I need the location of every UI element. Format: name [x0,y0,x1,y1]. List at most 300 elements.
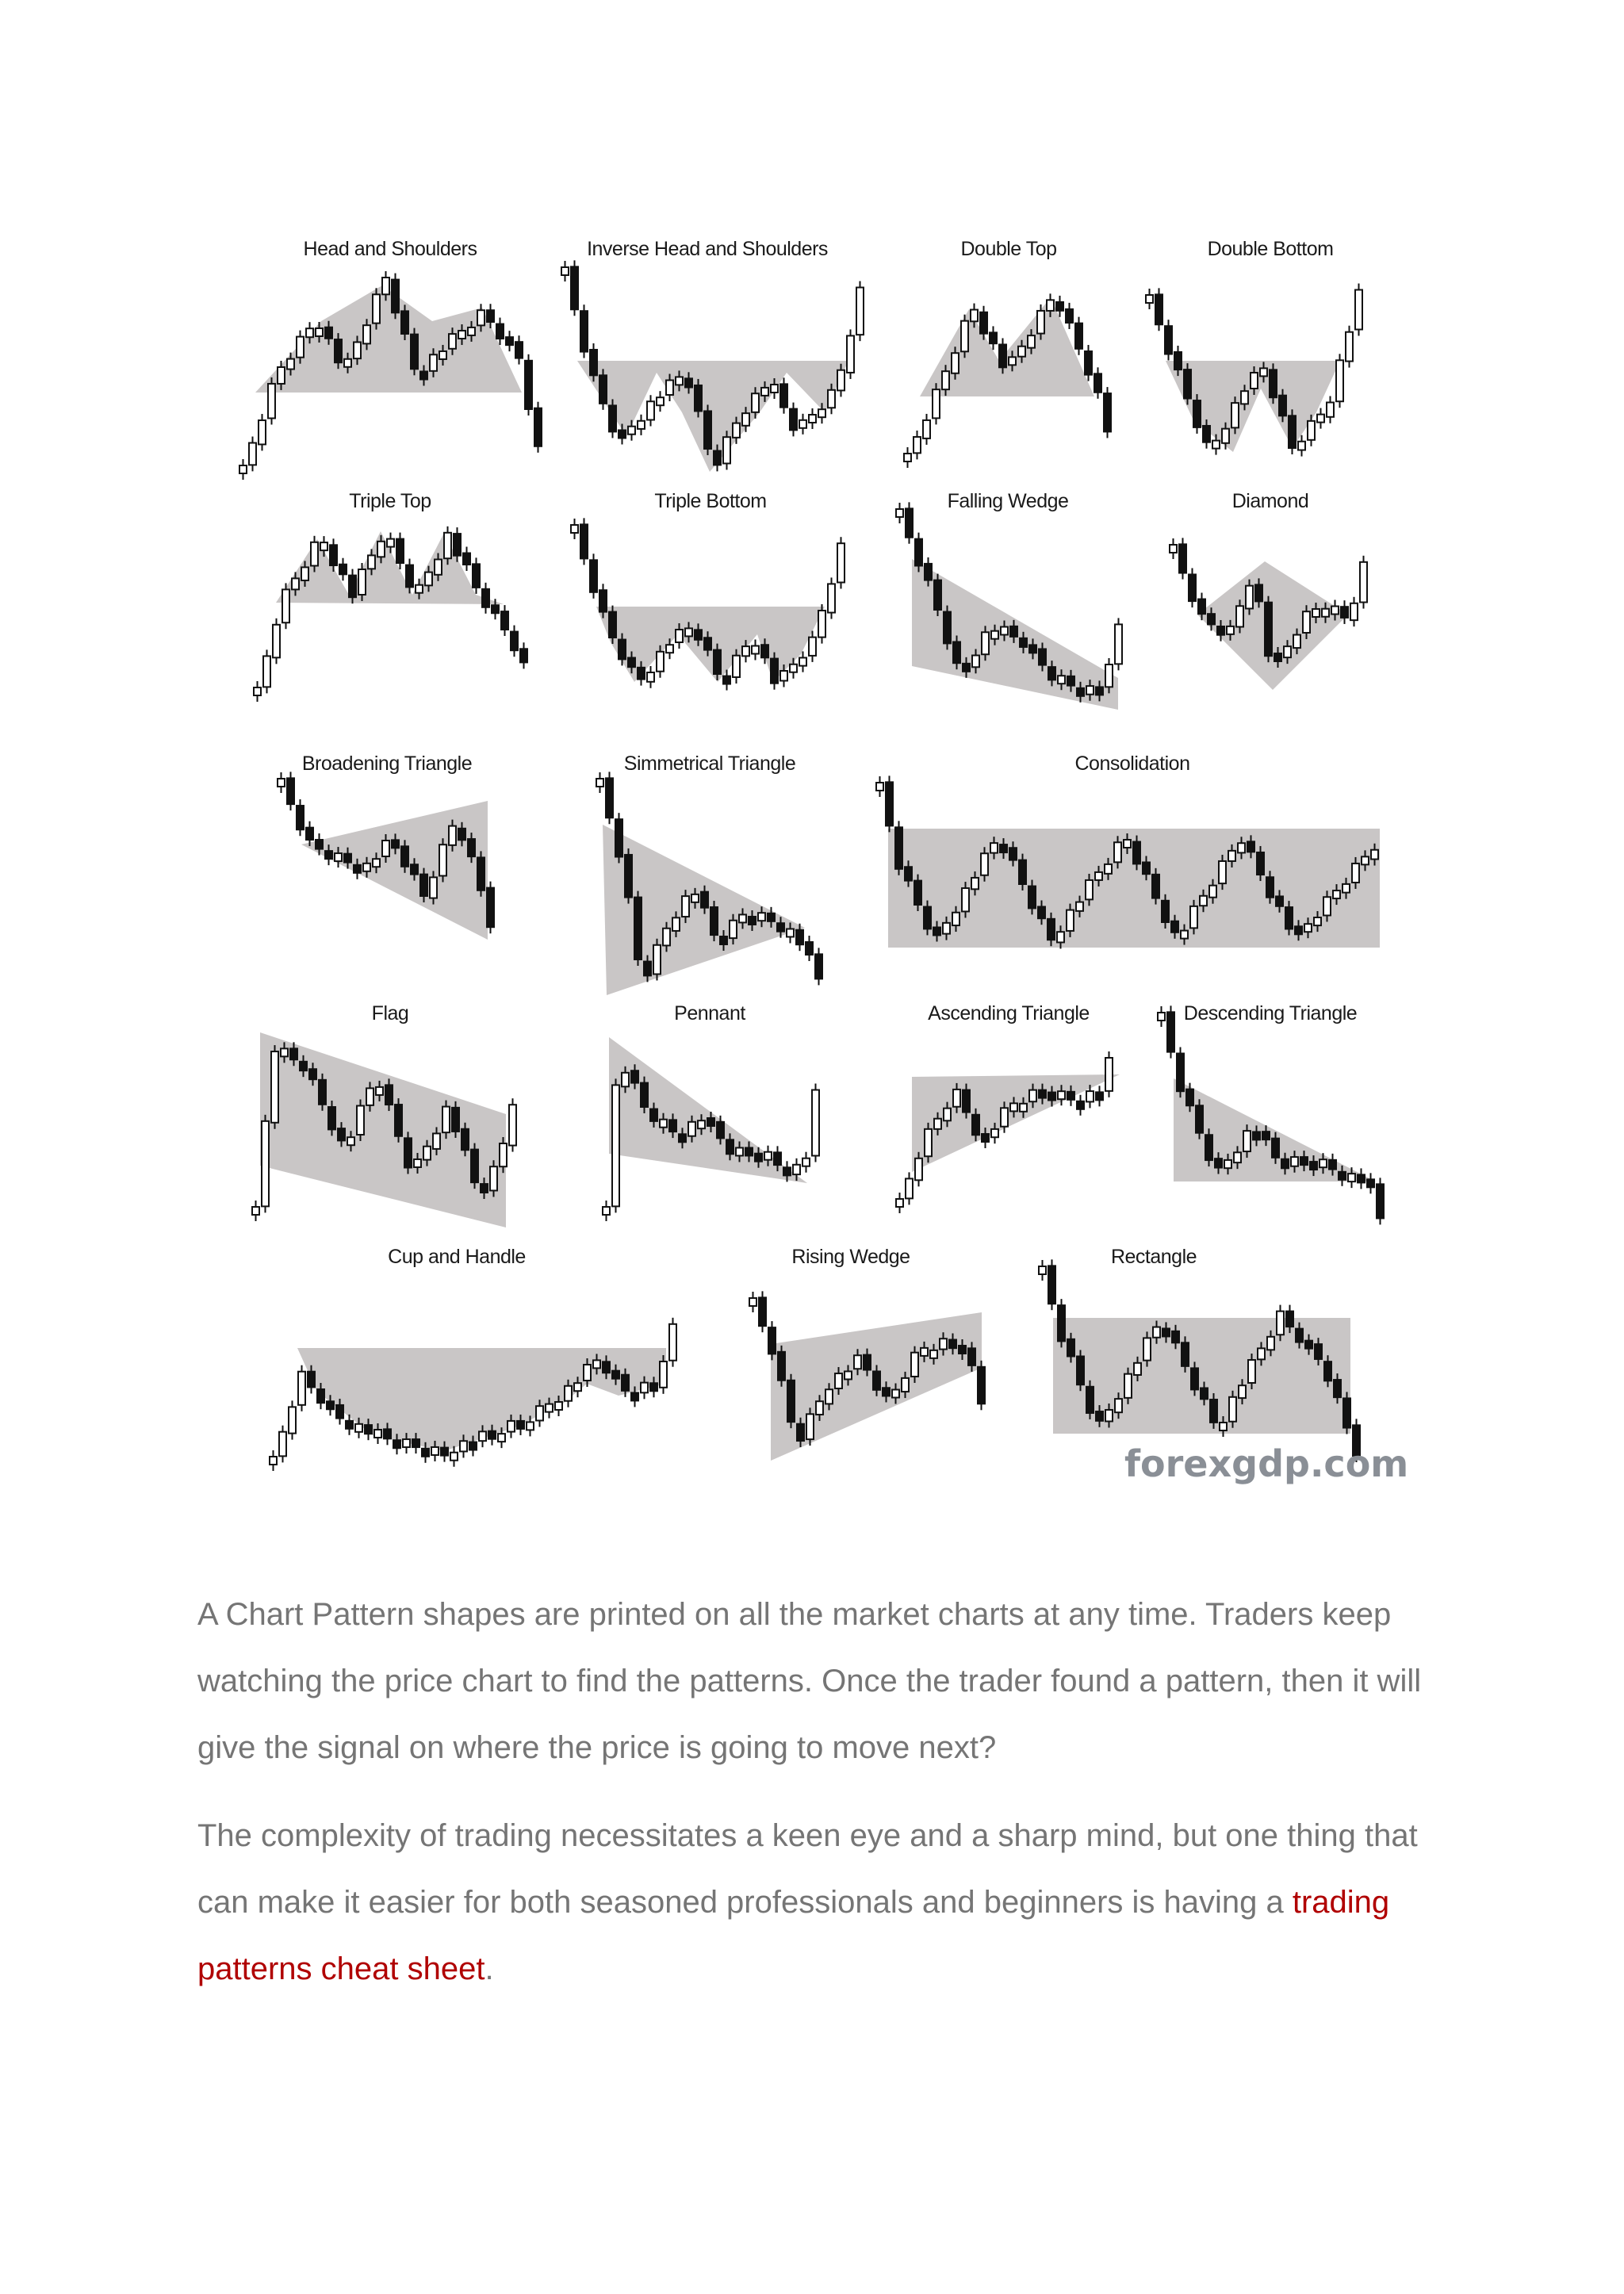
candle [297,806,304,829]
candle [739,914,746,922]
candle [1228,851,1235,861]
candle [672,917,680,931]
candle [416,585,423,593]
candle [1086,1091,1094,1101]
candle [509,1105,516,1145]
candle [934,580,941,610]
candle [1133,842,1140,864]
candle [1085,351,1092,375]
candle [1096,1092,1103,1100]
candle [1115,624,1122,664]
candle [704,638,711,649]
candle [943,923,950,934]
candle [433,1133,440,1148]
candle [647,672,654,682]
candle [631,1070,638,1082]
candle [1048,919,1055,940]
candle [1179,544,1186,573]
candle [462,1129,469,1151]
candle [1153,1327,1160,1338]
candle [555,1402,562,1410]
candle [1362,856,1369,864]
candle [395,1105,402,1136]
candle [1367,1179,1374,1187]
candle [971,878,979,889]
candle [1310,1162,1317,1170]
candle [1104,393,1111,431]
candle [420,371,427,379]
candle [515,342,523,358]
candle [1029,645,1036,653]
candle [837,370,845,391]
candle [300,1062,307,1070]
label-pennant: Pennant [674,1002,745,1024]
candle [1086,1387,1094,1413]
candle [845,1371,852,1379]
candle [1300,1157,1308,1165]
label-falling-wedge: Falling Wedge [947,490,1069,512]
candle [695,630,702,639]
candle [1039,1266,1046,1274]
candle [730,921,737,938]
candle [959,1346,966,1354]
candle [1198,599,1205,615]
candle [1238,843,1245,852]
label-triple-top: Triple Top [349,490,431,512]
candle [933,927,940,935]
candle [262,1121,269,1207]
candle [809,415,816,423]
descending-triangle-zone [1174,1078,1376,1181]
candle [835,1373,842,1388]
candle [488,1431,496,1439]
candle [972,1115,979,1135]
candle [290,1048,297,1059]
candle [1001,627,1008,635]
candle [1077,1356,1084,1384]
candle [1028,887,1036,909]
candle [837,543,845,582]
candle [320,542,327,550]
candle [717,1122,724,1139]
candle [565,1386,572,1401]
candle [473,564,480,588]
candle [768,913,775,921]
candle [449,334,456,349]
candle [1305,1341,1312,1349]
candle [641,1083,648,1107]
candle [669,1324,676,1361]
candle [603,1361,610,1373]
candle [393,1440,400,1448]
candle [403,1439,410,1447]
candle [1234,1152,1241,1162]
candle [1177,1054,1184,1092]
candle [628,657,635,667]
candle [1231,403,1239,427]
candle [1066,309,1073,323]
candle [904,454,911,461]
candle [1304,924,1312,932]
candle [1342,884,1350,893]
candle [411,864,418,874]
candle [481,1184,488,1193]
candle [1315,1344,1322,1359]
candle [1105,864,1112,874]
candle [1165,326,1172,354]
candle [306,828,313,840]
candle [886,782,893,825]
candle [695,385,702,412]
candle [925,564,932,580]
candle [268,384,275,419]
candle [657,397,664,405]
candle [787,929,794,936]
candle [619,640,626,660]
candle [471,1150,478,1183]
candle [818,409,825,417]
candle [1196,1105,1203,1132]
candle [420,875,427,896]
candle [653,945,661,975]
candle [263,656,270,687]
candle [363,325,370,343]
candle [1077,1101,1084,1109]
label-simmetrical-triangle: Simmetrical Triangle [623,753,796,775]
candle [902,1378,909,1392]
paragraph-end: . [485,1951,494,1986]
candle [790,409,797,431]
candle [1296,1329,1303,1342]
candle [487,888,494,928]
label-double-top: Double Top [960,238,1057,260]
candle [953,641,960,663]
candle [745,1147,753,1155]
candle [864,1355,871,1370]
candle [477,310,485,325]
candle [949,1340,956,1349]
candle [1295,926,1302,934]
label-flag: Flag [371,1002,409,1024]
candle [1212,441,1220,449]
candle [1019,860,1026,884]
candle [1334,1380,1341,1397]
candle [915,539,922,566]
candle [355,1424,362,1432]
candle [1134,1363,1141,1375]
candle [363,864,370,871]
candle [1277,1312,1284,1335]
candle [676,630,683,642]
candle [914,881,921,905]
candle [666,381,673,396]
candle [346,1421,353,1429]
candle [1322,609,1329,617]
candle [1289,416,1296,448]
candle [1067,910,1074,931]
candle [1067,1092,1074,1100]
candle [500,1143,507,1166]
label-cup-and-handle: Cup and Handle [388,1246,526,1268]
candle [1327,403,1334,417]
candle [809,638,816,656]
candle [752,646,759,654]
candle [1039,649,1046,664]
candle [1174,352,1182,370]
candle [771,659,778,684]
candle [1303,611,1310,633]
candle [1284,646,1291,657]
candle [289,1407,296,1433]
candle [344,854,351,863]
candle [660,1361,667,1388]
cheat-sheet-link[interactable]: trading patterns cheat sheet [197,1885,1390,1986]
candle [736,1147,743,1155]
candle [953,1090,960,1107]
candle [278,367,285,384]
candle [930,1350,937,1358]
candle [1028,335,1035,348]
candle [906,508,913,537]
candle [650,1383,657,1391]
candle [561,267,569,275]
candle [1143,1338,1151,1360]
candle [1203,426,1210,442]
candle [1312,609,1320,617]
candle [944,612,951,644]
candle [726,1139,733,1154]
candle [339,565,347,575]
candle [1124,840,1131,848]
paragraph-cheat-sheet [197,1802,1434,2002]
candle [723,437,730,463]
candle [1246,586,1253,609]
candle [580,524,588,558]
candle [309,1069,316,1079]
candle [435,560,442,575]
candle [1076,902,1083,911]
candle [1239,1385,1246,1398]
candle [707,1118,714,1126]
candle [366,1088,373,1105]
candle [468,839,475,856]
candle [915,1158,922,1181]
candle [593,1360,600,1368]
candle [347,1137,354,1145]
candle [1162,1328,1170,1336]
candle [720,936,727,944]
candle [806,942,813,955]
candle [311,542,318,566]
candle [925,1129,932,1156]
candle [1181,931,1188,939]
candle [327,1401,334,1409]
candle [669,1120,676,1132]
candle [981,853,988,875]
candle [1236,606,1243,626]
candle [1251,373,1258,389]
candle [1152,875,1159,898]
candle [387,539,394,547]
candle [278,779,285,787]
candle [778,1352,785,1381]
candle [490,1166,497,1190]
candle [1096,1411,1103,1421]
candle [774,1152,781,1165]
candle [1266,877,1274,897]
candle [599,375,607,404]
label-descending-triangle: Descending Triangle [1183,1002,1358,1024]
candle [1291,1157,1298,1166]
candle [1355,290,1362,330]
candle [615,819,622,856]
candle [1224,1160,1231,1168]
candle [952,913,959,925]
candle [338,1128,345,1140]
candle [449,826,456,845]
candle [847,335,854,373]
candle [279,1432,286,1457]
candle [1314,917,1321,925]
candle [971,310,978,322]
candle [328,1107,335,1129]
candle [628,427,635,435]
candle [439,844,446,875]
candle [596,779,603,787]
candle [644,962,651,976]
candle [771,385,778,393]
candle [1360,562,1367,603]
candle [940,1338,947,1349]
candle [1077,688,1084,696]
candle [444,533,451,558]
candle [325,327,332,339]
candle [441,1448,448,1456]
candle [411,335,418,370]
candle [404,1138,412,1167]
candle [281,1048,288,1056]
candle [793,1165,800,1174]
candle [1105,1410,1113,1421]
candle [1341,607,1348,618]
candle [349,576,356,598]
paragraph-cheat-sheet-text: The complexity of trading necessitates a keen eye and a sharp mind, but one thing that can make it easier for both seasoned professionals and beginners is having a [197,1818,1418,1920]
candle [373,859,380,867]
candle [317,1389,324,1403]
label-rising-wedge: Rising Wedge [791,1246,910,1268]
candle [412,1439,419,1447]
candle [1020,638,1027,647]
candle [382,278,389,294]
candle [892,1390,899,1398]
candle [1114,842,1121,862]
candle [1086,686,1094,695]
candle [297,337,304,358]
candle [469,1442,477,1450]
candle [590,560,597,592]
candle [287,359,294,370]
candle [306,328,313,337]
candle [638,668,645,680]
candle [1184,370,1191,398]
candle [1171,921,1178,933]
candle [733,656,740,677]
candle [282,589,289,622]
candle [482,589,489,607]
candle [905,867,912,880]
candle [1105,1058,1113,1091]
candle [1241,391,1248,404]
candle [1048,1266,1055,1304]
candle [990,843,998,852]
candle [625,855,632,898]
candle [1333,890,1340,898]
candle [1210,1400,1217,1423]
candle [1020,1104,1027,1112]
candle [733,423,740,438]
candle [442,1107,450,1133]
candle [1067,1339,1074,1357]
candle [580,311,588,351]
label-ascending-triangle: Ascending Triangle [928,1002,1090,1024]
candle [1057,932,1064,942]
candle [271,1051,278,1123]
candle [1096,687,1103,695]
candle [980,312,987,334]
candle [377,542,385,557]
candle [354,865,361,873]
candle [527,1422,534,1430]
candle [933,389,940,418]
candle [508,1421,515,1432]
candle [431,1447,439,1455]
candle [1331,607,1339,615]
candle [301,567,308,580]
candle [895,827,902,868]
candle [963,1090,970,1113]
candle [1262,1132,1270,1139]
candle [780,384,787,407]
label-head-and-shoulders: Head and Shoulders [303,238,477,260]
candle [1146,295,1153,303]
candle [325,851,332,859]
candle [1217,626,1224,635]
candle [777,923,784,931]
candle [657,652,664,672]
candle [452,1108,459,1132]
candle [599,590,607,611]
candle [1009,848,1017,860]
candle [609,612,616,638]
candle [358,569,366,595]
candle [622,1073,629,1087]
candle [714,650,721,674]
candle [454,534,461,556]
candle [1298,442,1305,450]
candle [749,917,756,925]
watermark-text: forexgdp.com [1124,1442,1409,1485]
label-inverse-head-and-shoulders: Inverse Head and Shoulders [587,238,828,260]
diamond-candles [1170,538,1367,668]
label-rectangle: Rectangle [1110,1246,1197,1268]
candle [1219,861,1226,883]
candle [1155,294,1162,324]
candle [1329,1160,1336,1170]
candle [759,1297,766,1326]
candle [991,1129,998,1137]
candle [357,1106,364,1136]
candle [854,1355,861,1369]
